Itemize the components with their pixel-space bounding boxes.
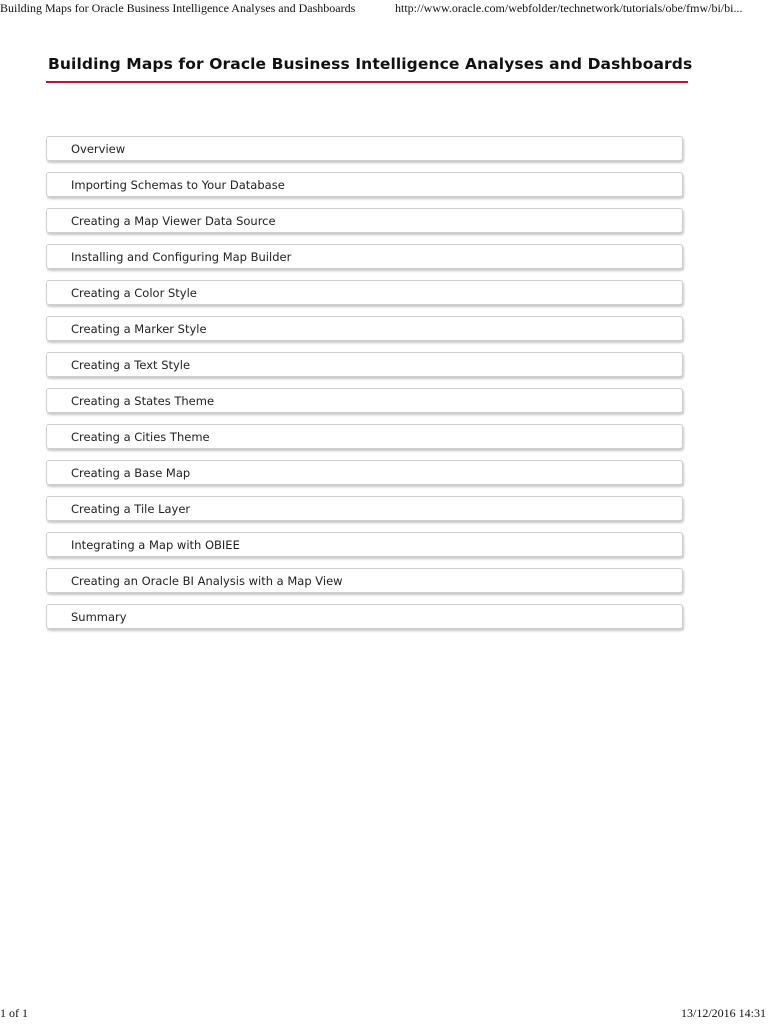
toc-item-tile-layer[interactable]: Creating a Tile Layer [46,496,683,521]
toc-item-map-viewer-data-source[interactable]: Creating a Map Viewer Data Source [46,208,683,233]
toc-item-text-style[interactable]: Creating a Text Style [46,352,683,377]
title-divider [46,81,688,83]
toc-item-states-theme[interactable]: Creating a States Theme [46,388,683,413]
print-header [0,0,768,18]
toc-item-cities-theme[interactable]: Creating a Cities Theme [46,424,683,449]
toc-item-summary[interactable]: Summary [46,604,683,629]
page-title: Building Maps for Oracle Business Intelligence Analyses and Dashboards [48,55,693,73]
toc-list [46,136,683,640]
print-header-url: http://www.oracle.com/webfolder/technetwork/tutorials/obe/fmw/bi/bi... [395,1,743,15]
toc-item-overview[interactable]: Overview [46,136,683,161]
toc-item-integrating-obiee[interactable]: Integrating a Map with OBIEE [46,532,683,557]
print-footer [0,1006,768,1022]
toc-item-installing-map-builder[interactable]: Installing and Configuring Map Builder [46,244,683,269]
toc-item-importing-schemas[interactable]: Importing Schemas to Your Database [46,172,683,197]
print-header-title: Building Maps for Oracle Business Intelligence Analyses and Dashboards [0,1,356,15]
page-count: 1 of 1 [0,1006,28,1020]
toc-item-bi-analysis-map-view[interactable]: Creating an Oracle BI Analysis with a Map View [46,568,683,593]
toc-item-color-style[interactable]: Creating a Color Style [46,280,683,305]
print-date: 13/12/2016 14:31 [680,1006,766,1020]
toc-item-marker-style[interactable]: Creating a Marker Style [46,316,683,341]
toc-item-base-map[interactable]: Creating a Base Map [46,460,683,485]
